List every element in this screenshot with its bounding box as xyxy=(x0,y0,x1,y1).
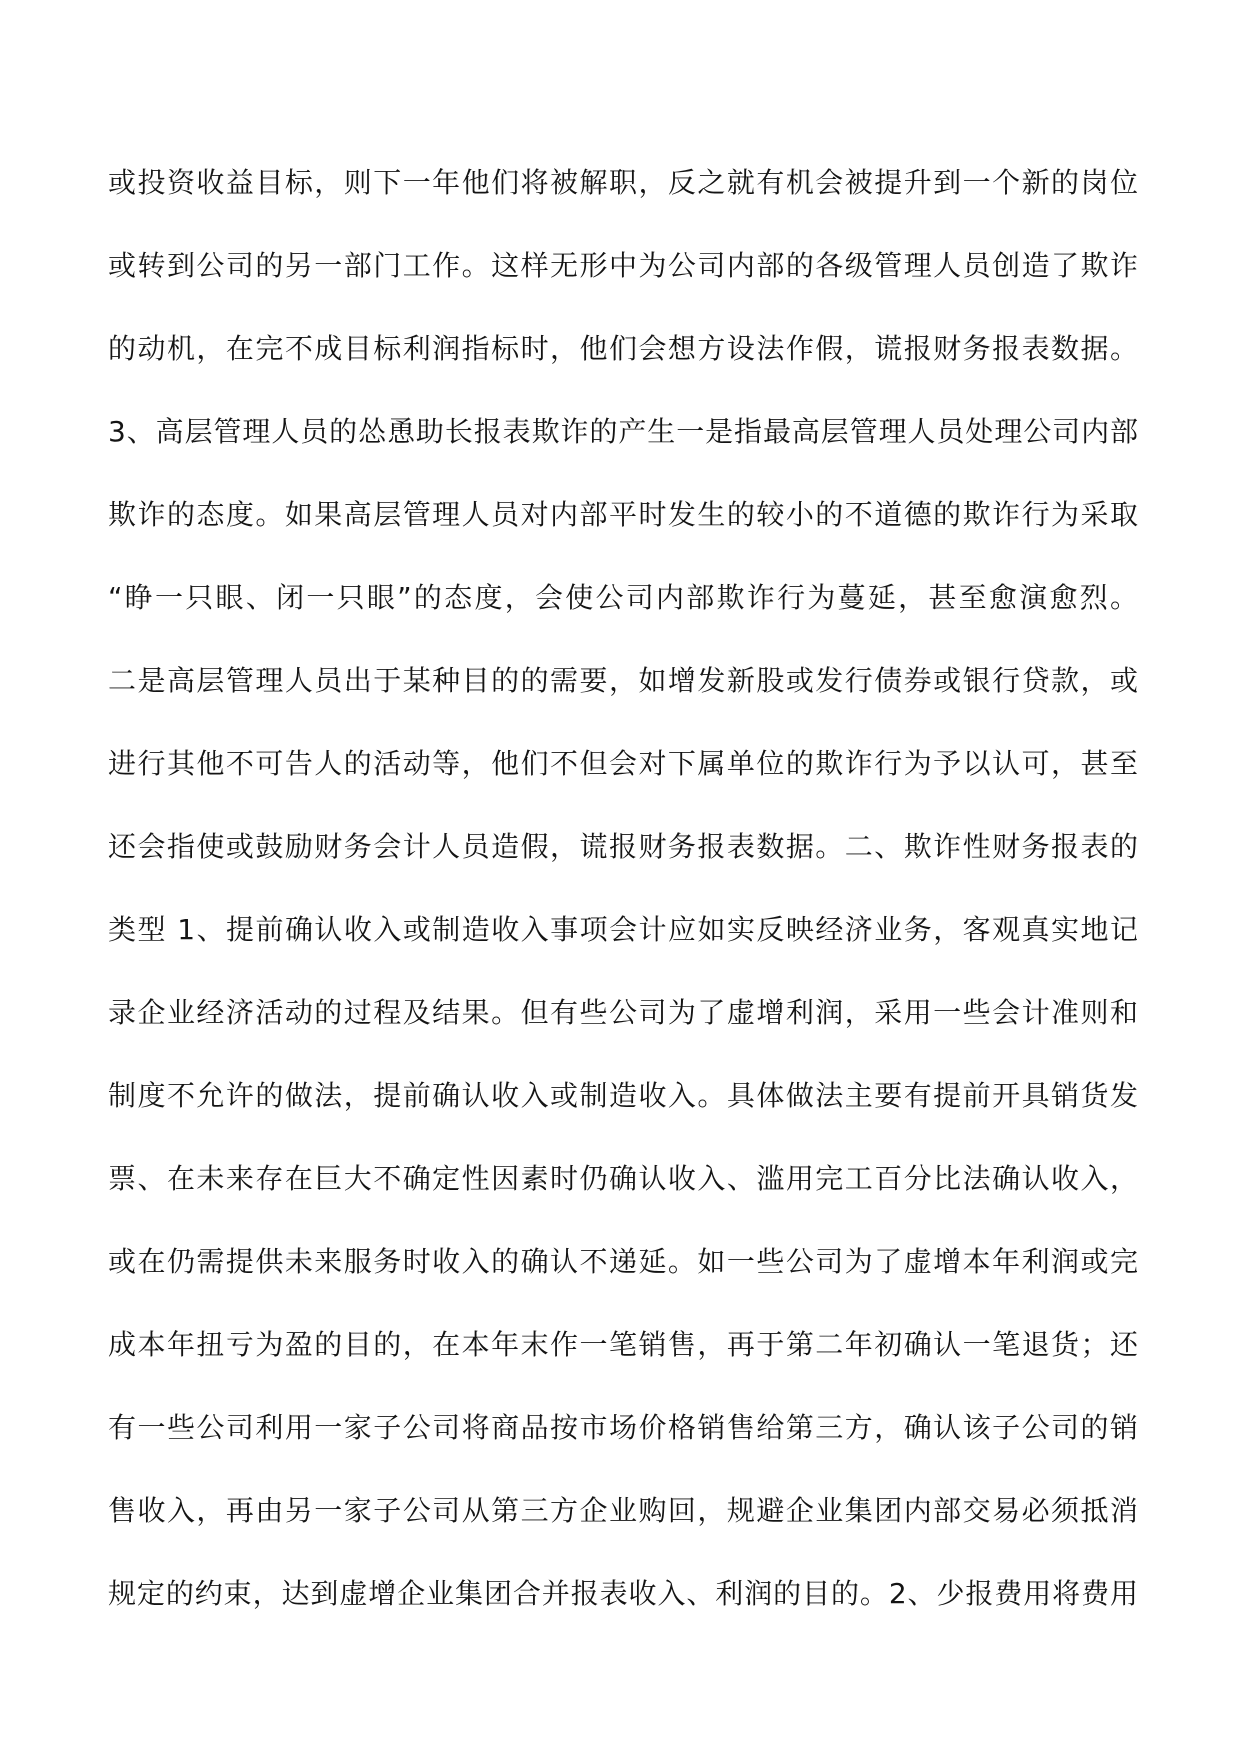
text-line: 或在仍需提供未来服务时收入的确认不递延。如一些公司为了虚增本年利润或完 xyxy=(108,1245,1138,1278)
text-line: 二是高层管理人员出于某种目的的需要，如增发新股或发行债券或银行贷款，或 xyxy=(108,664,1138,697)
text-line: 规定的约束，达到虚增企业集团合并报表收入、利润的目的。2、少报费用将费用 xyxy=(108,1577,1138,1610)
text-line: 有一些公司利用一家子公司将商品按市场价格销售给第三方，确认该子公司的销 xyxy=(108,1411,1138,1444)
text-line: 的动机，在完不成目标利润指标时，他们会想方设法作假，谎报财务报表数据。 xyxy=(108,332,1138,365)
text-line: 或投资收益目标，则下一年他们将被解职，反之就有机会被提升到一个新的岗位 xyxy=(108,166,1138,199)
text-line: 3、高层管理人员的怂恿助长报表欺诈的产生一是指最高层管理人员处理公司内部 xyxy=(108,415,1138,448)
text-line: 录企业经济活动的过程及结果。但有些公司为了虚增利润，采用一些会计准则和 xyxy=(108,996,1138,1029)
text-line: 制度不允许的做法，提前确认收入或制造收入。具体做法主要有提前开具销货发 xyxy=(108,1079,1138,1112)
text-line: 进行其他不可告人的活动等，他们不但会对下属单位的欺诈行为予以认可，甚至 xyxy=(108,747,1138,780)
body-text xyxy=(108,160,1138,1654)
text-line: 类型 1、提前确认收入或制造收入事项会计应如实反映经济业务，客观真实地记 xyxy=(108,913,1138,946)
text-line: “睁一只眼、闭一只眼”的态度，会使公司内部欺诈行为蔓延，甚至愈演愈烈。 xyxy=(108,581,1138,614)
text-line: 或转到公司的另一部门工作。这样无形中为公司内部的各级管理人员创造了欺诈 xyxy=(108,249,1138,282)
text-line: 票、在未来存在巨大不确定性因素时仍确认收入、滥用完工百分比法确认收入， xyxy=(108,1162,1138,1195)
text-line: 售收入，再由另一家子公司从第三方企业购回，规避企业集团内部交易必须抵消 xyxy=(108,1494,1138,1527)
text-line: 欺诈的态度。如果高层管理人员对内部平时发生的较小的不道德的欺诈行为采取 xyxy=(108,498,1138,531)
text-line: 还会指使或鼓励财务会计人员造假，谎报财务报表数据。二、欺诈性财务报表的 xyxy=(108,830,1138,863)
text-line: 成本年扭亏为盈的目的，在本年末作一笔销售，再于第二年初确认一笔退货；还 xyxy=(108,1328,1138,1361)
